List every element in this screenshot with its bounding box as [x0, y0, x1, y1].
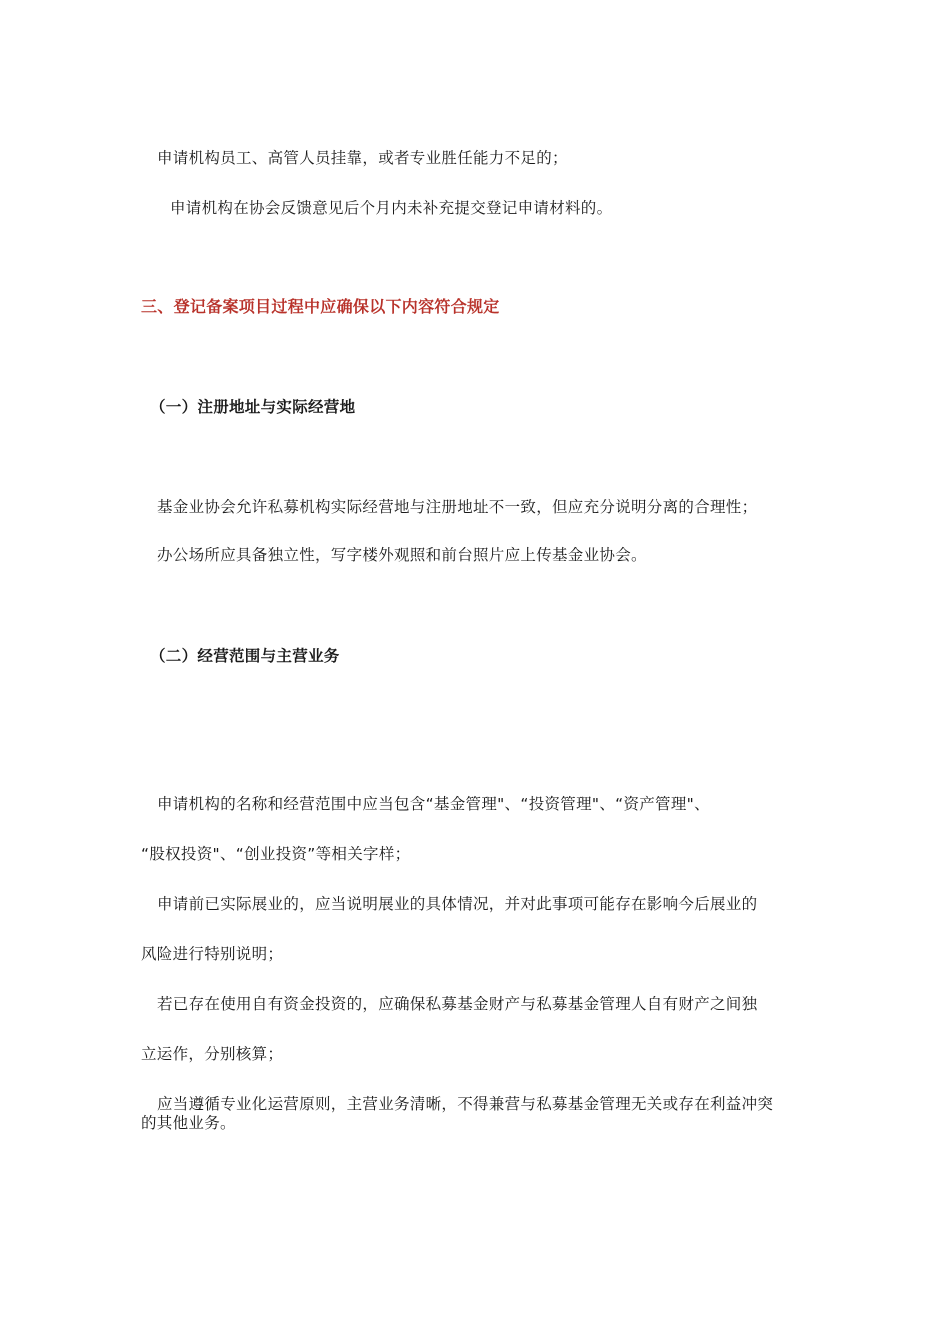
- paragraph-own-funds-line2: 立运作，分别核算；: [141, 1045, 284, 1063]
- paragraph-specialization-line2: 的其他业务。: [141, 1114, 236, 1132]
- paragraph-specialization-line1: 应当遵循专业化运营原则，主营业务清晰，不得兼营与私募基金管理无关或存在利益冲突: [157, 1095, 774, 1113]
- paragraph-staff-affiliation: 申请机构员工、高管人员挂靠，或者专业胜任能力不足的；: [157, 149, 568, 167]
- paragraph-own-funds-line1: 若已存在使用自有资金投资的，应确保私募基金财产与私募基金管理人自有财产之间独: [157, 995, 758, 1013]
- paragraph-late-supplement: 申请机构在协会反馈意见后个月内未补充提交登记申请材料的。: [170, 199, 613, 217]
- paragraph-name-scope-line1: 申请机构的名称和经营范围中应当包含“基金管理"、“投资管理"、“资产管理"、: [157, 795, 710, 813]
- paragraph-prior-business-line1: 申请前已实际展业的，应当说明展业的具体情况，并对此事项可能存在影响今后展业的: [157, 895, 758, 913]
- paragraph-address-mismatch: 基金业协会允许私募机构实际经营地与注册地址不一致，但应充分说明分离的合理性；: [157, 498, 758, 516]
- paragraph-office-independence: 办公场所应具备独立性，写字楼外观照和前台照片应上传基金业协会。: [157, 546, 647, 564]
- section-3-heading: 三、登记备案项目过程中应确保以下内容符合规定: [141, 297, 500, 316]
- paragraph-name-scope-line2: “股权投资"、“创业投资”等相关字样；: [141, 845, 411, 863]
- subsection-1-heading: （一）注册地址与实际经营地: [150, 398, 356, 416]
- subsection-2-heading: （二）经营范围与主营业务: [150, 647, 340, 665]
- paragraph-prior-business-line2: 风险进行特别说明；: [141, 945, 284, 963]
